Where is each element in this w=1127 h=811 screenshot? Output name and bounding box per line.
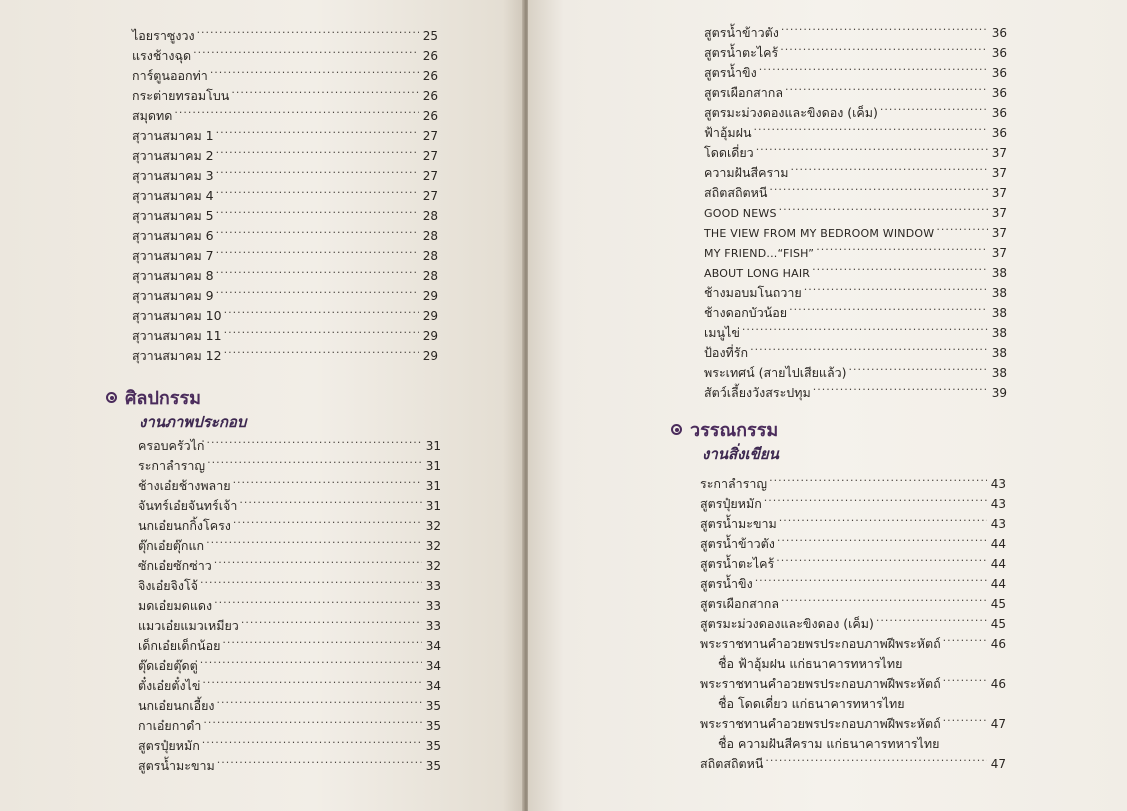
dot-leader bbox=[214, 550, 422, 570]
toc-entry-page: 37 bbox=[991, 166, 1007, 180]
toc-entry-page: 28 bbox=[422, 249, 438, 263]
toc-entry-title: สูตรปุ๋ยหมัก bbox=[138, 738, 200, 753]
dot-leader bbox=[764, 488, 987, 508]
dot-leader bbox=[790, 157, 987, 177]
toc-entry-page: 36 bbox=[991, 106, 1007, 120]
toc-entry-page: 38 bbox=[991, 326, 1007, 340]
toc-entry-title: เมนูไข่ bbox=[704, 325, 740, 340]
dot-leader bbox=[200, 650, 422, 670]
dot-leader bbox=[239, 490, 421, 510]
dot-leader bbox=[781, 17, 988, 37]
toc-entry-title: ความฝันสีคราม bbox=[704, 165, 789, 180]
dot-leader bbox=[804, 277, 988, 297]
toc-entry-title: ชื่อ โดดเดี่ยว แก่ธนาคารทหารไทย bbox=[718, 696, 905, 711]
toc-entry bbox=[132, 100, 438, 123]
toc-entry-page: 35 bbox=[425, 719, 441, 733]
dot-leader bbox=[193, 40, 419, 60]
toc-entry-title: ระกาลำราญ bbox=[700, 476, 768, 491]
toc-entry-page: 27 bbox=[422, 149, 438, 163]
toc-entry-title: สุวานสมาคม 10 bbox=[132, 308, 222, 323]
toc-entry-page: 28 bbox=[422, 269, 438, 283]
toc-entry-page: 38 bbox=[991, 286, 1007, 300]
toc-entry-page: 36 bbox=[991, 46, 1007, 60]
toc-entry-title: สุวานสมาคม 7 bbox=[132, 248, 214, 263]
toc-entry-page: 26 bbox=[422, 49, 438, 63]
toc-entry-title: MY FRIEND...“FISH” bbox=[704, 247, 815, 260]
toc-entry-title: สูตรมะม่วงดองและขิงดอง (เค็ม) bbox=[700, 616, 874, 631]
toc-entry-page: 36 bbox=[991, 86, 1007, 100]
dot-leader bbox=[765, 748, 986, 768]
dot-leader bbox=[216, 260, 419, 280]
toc-entry-page: 33 bbox=[425, 599, 441, 613]
toc-entry-title: สมุดทด bbox=[132, 108, 173, 123]
toc-entry-title: จิงเอ๋ยจิงโจ้ bbox=[138, 578, 198, 593]
dot-leader bbox=[781, 588, 987, 608]
dot-leader bbox=[216, 280, 419, 300]
dot-leader bbox=[241, 610, 422, 630]
toc-entry-title: ครอบครัวไก่ bbox=[138, 438, 205, 453]
toc-entry-page: 33 bbox=[425, 579, 441, 593]
dot-leader bbox=[203, 710, 421, 730]
dot-leader bbox=[224, 300, 419, 320]
toc-entry-title: พระราชทานคำอวยพรประกอบภาพฝีพระหัตถ์ bbox=[700, 636, 941, 651]
toc-entry-page: 36 bbox=[991, 26, 1007, 40]
toc-entry-title: สูตรปุ๋ยหมัก bbox=[700, 496, 762, 511]
dot-leader bbox=[216, 140, 419, 160]
toc-entry bbox=[132, 120, 438, 143]
dot-leader bbox=[216, 160, 419, 180]
toc-entry-page: 46 bbox=[990, 637, 1006, 651]
dot-leader bbox=[216, 220, 419, 240]
toc-entry-page: 38 bbox=[991, 306, 1007, 320]
dot-leader bbox=[214, 590, 422, 610]
dot-leader bbox=[216, 120, 419, 140]
dot-leader bbox=[222, 630, 421, 650]
toc-entry bbox=[132, 20, 438, 43]
toc-entry-title: ซักเอ๋ยซักซ่าว bbox=[138, 558, 212, 573]
toc-entry-page: 28 bbox=[422, 209, 438, 223]
dot-leader bbox=[233, 510, 422, 530]
toc-entry-page: 32 bbox=[425, 539, 441, 553]
toc-entry-title: สูตรเผือกสากล bbox=[700, 596, 780, 611]
toc-entry-title: ตุ๊กเอ๋ยตุ๊กแก bbox=[138, 538, 205, 553]
dot-leader bbox=[200, 570, 422, 590]
dot-leader bbox=[776, 548, 987, 568]
toc-entry-title: ชื่อ ความฝันสีคราม แก่ธนาคารทหารไทย bbox=[718, 736, 940, 751]
dot-leader bbox=[785, 77, 988, 97]
toc-entry-page: 34 bbox=[425, 679, 441, 693]
dot-leader bbox=[742, 317, 988, 337]
toc-entry-title: สูตรน้ำตะไคร้ bbox=[704, 45, 779, 60]
toc-entry-title: สถิตสถิตหนี bbox=[704, 185, 768, 200]
toc-entry-page: 37 bbox=[991, 226, 1007, 240]
toc-entry-page: 38 bbox=[991, 366, 1007, 380]
left-toc-list-bottom bbox=[138, 430, 441, 773]
toc-entry-page: 45 bbox=[990, 617, 1006, 631]
dot-leader bbox=[780, 37, 988, 57]
dot-leader bbox=[816, 237, 988, 257]
toc-entry-title: สุวานสมาคม 5 bbox=[132, 208, 214, 223]
toc-entry-page: 37 bbox=[991, 206, 1007, 220]
toc-entry-title: พระราชทานคำอวยพรประกอบภาพฝีพระหัตถ์ bbox=[700, 676, 941, 691]
toc-entry-page: 36 bbox=[991, 66, 1007, 80]
toc-entry-title: สุวานสมาคม 1 bbox=[132, 128, 214, 143]
toc-entry-page: 26 bbox=[422, 89, 438, 103]
toc-entry-title: พระราชทานคำอวยพรประกอบภาพฝีพระหัตถ์ bbox=[700, 716, 941, 731]
toc-entry-title: ตั๋งเอ๋ยตั๋งไข่ bbox=[138, 678, 201, 693]
toc-entry-title: การ์ตูนออกท่า bbox=[132, 68, 208, 83]
toc-entry-page: 45 bbox=[990, 597, 1006, 611]
right-page bbox=[528, 0, 1127, 811]
toc-entry-page: 32 bbox=[425, 519, 441, 533]
toc-entry-page: 31 bbox=[425, 439, 441, 453]
toc-entry-page: 27 bbox=[422, 169, 438, 183]
dot-leader bbox=[759, 57, 988, 77]
left-page bbox=[0, 0, 524, 811]
toc-entry-title: แมวเอ๋ยแมวเหมียว bbox=[138, 618, 239, 633]
toc-entry-title: นกเอ๋ยนกกิ้งโครง bbox=[138, 518, 231, 533]
toc-entry-page: 32 bbox=[425, 559, 441, 573]
dot-leader bbox=[216, 180, 419, 200]
dot-leader bbox=[197, 20, 419, 40]
dot-leader bbox=[217, 750, 422, 770]
toc-entry-title: ช้างมอบมโนถวาย bbox=[704, 285, 802, 300]
toc-entry-title: สูตรน้ำมะขาม bbox=[138, 758, 215, 773]
right-toc-list-bottom bbox=[700, 468, 1006, 771]
dot-leader bbox=[224, 320, 419, 340]
dot-leader bbox=[216, 200, 419, 220]
toc-entry-title: ตุ๊ดเอ๋ยตุ๊ดตู่ bbox=[138, 658, 198, 673]
section-title: วรรณกรรม bbox=[690, 420, 779, 441]
toc-entry-page: 28 bbox=[422, 229, 438, 243]
right-toc-list-top bbox=[704, 17, 1007, 400]
toc-entry-page: 37 bbox=[991, 146, 1007, 160]
toc-entry bbox=[704, 17, 1007, 40]
dot-leader bbox=[750, 337, 988, 357]
section-heading-art bbox=[106, 383, 201, 412]
toc-entry-page: 43 bbox=[990, 497, 1006, 511]
toc-entry-title: สูตรน้ำขิง bbox=[704, 65, 757, 80]
toc-entry-page: 33 bbox=[425, 619, 441, 633]
dot-leader bbox=[943, 708, 987, 728]
toc-entry-title: ไอยราซูงวง bbox=[132, 28, 195, 43]
dot-leader bbox=[206, 430, 421, 450]
toc-entry-page: 29 bbox=[422, 309, 438, 323]
toc-entry-title: ฟ้าอุ้มฝน bbox=[704, 125, 752, 140]
toc-entry-title: สูตรน้ำตะไคร้ bbox=[700, 556, 775, 571]
toc-entry-title: สุวานสมาคม 12 bbox=[132, 348, 222, 363]
dot-leader bbox=[943, 668, 987, 688]
toc-entry-page: 34 bbox=[425, 639, 441, 653]
toc-entry-title: พระเทศน์ (สายไปเสียแล้ว) bbox=[704, 365, 847, 380]
toc-entry-title: สูตรเผือกสากล bbox=[704, 85, 784, 100]
toc-entry-title: สูตรน้ำข้าวตัง bbox=[700, 536, 775, 551]
toc-entry-title: สุวานสมาคม 2 bbox=[132, 148, 214, 163]
left-toc-list-top bbox=[132, 20, 438, 363]
dot-leader bbox=[769, 177, 987, 197]
toc-entry-page: 37 bbox=[991, 246, 1007, 260]
toc-entry-page: 37 bbox=[991, 186, 1007, 200]
toc-entry-page: 27 bbox=[422, 129, 438, 143]
toc-entry-title: สูตรน้ำข้าวตัง bbox=[704, 25, 779, 40]
toc-entry-page: 35 bbox=[425, 739, 441, 753]
toc-entry-page: 29 bbox=[422, 329, 438, 343]
toc-entry-page: 29 bbox=[422, 349, 438, 363]
toc-entry-title: THE VIEW FROM MY BEDROOM WINDOW bbox=[704, 227, 935, 240]
toc-entry-page: 43 bbox=[990, 477, 1006, 491]
toc-entry-title: สูตรน้ำขิง bbox=[700, 576, 753, 591]
dot-leader bbox=[904, 648, 1002, 668]
dot-leader bbox=[849, 357, 988, 377]
toc-entry-title: กระต่ายทรอมโบน bbox=[132, 88, 230, 103]
dot-leader bbox=[769, 468, 987, 488]
dot-leader bbox=[777, 528, 987, 548]
toc-entry-page: 44 bbox=[990, 557, 1006, 571]
toc-entry-title: นกเอ๋ยนกเอี้ยง bbox=[138, 698, 215, 713]
dot-leader bbox=[813, 377, 988, 397]
dot-leader bbox=[943, 628, 987, 648]
toc-entry-page: 26 bbox=[422, 109, 438, 123]
toc-entry-title: ระกาลำราญ bbox=[138, 458, 206, 473]
toc-entry-title: ชื่อ ฟ้าอุ้มฝน แก่ธนาคารทหารไทย bbox=[718, 656, 903, 671]
toc-entry-title: ช้างเอ๋ยช้างพลาย bbox=[138, 478, 231, 493]
dot-leader bbox=[216, 240, 419, 260]
toc-entry-title: เด็กเอ๋ยเด็กน้อย bbox=[138, 638, 221, 653]
toc-entry-title: กาเอ๋ยกาดำ bbox=[138, 718, 202, 733]
toc-entry-title: โดดเดี่ยว bbox=[704, 145, 754, 160]
toc-entry-title: สุวานสมาคม 11 bbox=[132, 328, 222, 343]
toc-entry-page: 26 bbox=[422, 69, 438, 83]
toc-entry-page: 29 bbox=[422, 289, 438, 303]
section-title: ศิลปกรรม bbox=[125, 388, 201, 409]
toc-entry-title: สัตว์เลี้ยงวังสระปทุม bbox=[704, 385, 811, 400]
toc-entry-page: 43 bbox=[990, 517, 1006, 531]
toc-entry-page: 39 bbox=[991, 386, 1007, 400]
toc-entry bbox=[704, 317, 1007, 340]
dot-leader bbox=[202, 670, 421, 690]
toc-entry-page: 35 bbox=[425, 759, 441, 773]
toc-entry-page: 44 bbox=[990, 537, 1006, 551]
subsection-title: งานภาพประกอบ bbox=[139, 413, 247, 431]
bullet-icon bbox=[106, 392, 117, 403]
toc-entry-title: GOOD NEWS bbox=[704, 207, 777, 220]
dot-leader bbox=[754, 117, 988, 137]
dot-leader bbox=[231, 80, 418, 100]
toc-entry-title: จันทร์เอ๋ยจันทร์เจ้า bbox=[138, 498, 238, 513]
toc-entry-title: สุวานสมาคม 8 bbox=[132, 268, 214, 283]
dot-leader bbox=[779, 197, 988, 217]
toc-entry-title: สถิตสถิตหนี bbox=[700, 756, 764, 771]
toc-entry-title: สูตรน้ำมะขาม bbox=[700, 516, 777, 531]
toc-entry-title: มดเอ๋ยมดแดง bbox=[138, 598, 213, 613]
dot-leader bbox=[224, 340, 419, 360]
dot-leader bbox=[876, 608, 987, 628]
toc-entry-page: 31 bbox=[425, 459, 441, 473]
toc-entry-title: สูตรมะม่วงดองและขิงดอง (เค็ม) bbox=[704, 105, 878, 120]
toc-entry-page: 34 bbox=[425, 659, 441, 673]
dot-leader bbox=[207, 450, 422, 470]
dot-leader bbox=[880, 97, 988, 117]
toc-entry-page: 46 bbox=[990, 677, 1006, 691]
dot-leader bbox=[755, 568, 987, 588]
section-heading-literature bbox=[671, 415, 778, 444]
toc-entry-page: 38 bbox=[991, 346, 1007, 360]
toc-entry-page: 25 bbox=[422, 29, 438, 43]
toc-entry-page: 38 bbox=[991, 266, 1007, 280]
dot-leader bbox=[174, 100, 418, 120]
dot-leader bbox=[756, 137, 988, 157]
toc-entry-page: 47 bbox=[990, 717, 1006, 731]
dot-leader bbox=[202, 730, 422, 750]
subsection-title: งานสิ่งเขียน bbox=[702, 445, 779, 463]
toc-entry bbox=[138, 430, 441, 453]
dot-leader bbox=[217, 690, 422, 710]
toc-entry bbox=[704, 337, 1007, 360]
toc-entry-title: ABOUT LONG HAIR bbox=[704, 267, 811, 280]
toc-entry-page: 35 bbox=[425, 699, 441, 713]
toc-entry-page: 27 bbox=[422, 189, 438, 203]
dot-leader bbox=[233, 470, 422, 490]
dot-leader bbox=[789, 297, 988, 317]
toc-entry-title: สุวานสมาคม 3 bbox=[132, 168, 214, 183]
toc-entry-title: สุวานสมาคม 6 bbox=[132, 228, 214, 243]
dot-leader bbox=[779, 508, 987, 528]
toc-entry-page: 36 bbox=[991, 126, 1007, 140]
dot-leader bbox=[936, 217, 987, 237]
toc-entry-title: สุวานสมาคม 9 bbox=[132, 288, 214, 303]
toc-entry-title: แรงช้างฉุด bbox=[132, 48, 192, 63]
dot-leader bbox=[210, 60, 419, 80]
dot-leader bbox=[907, 688, 1002, 708]
dot-leader bbox=[206, 530, 422, 550]
dot-leader bbox=[812, 257, 988, 277]
toc-entry-page: 31 bbox=[425, 479, 441, 493]
dot-leader bbox=[941, 728, 1002, 748]
toc-entry-page: 47 bbox=[990, 757, 1006, 771]
toc-entry-page: 31 bbox=[425, 499, 441, 513]
bullet-icon bbox=[671, 424, 682, 435]
toc-entry-title: ป้องที่รัก bbox=[704, 345, 749, 360]
toc-entry-page: 44 bbox=[990, 577, 1006, 591]
toc-entry bbox=[700, 468, 1006, 491]
toc-entry-title: สุวานสมาคม 4 bbox=[132, 188, 214, 203]
toc-entry-title: ช้างดอกบัวน้อย bbox=[704, 305, 788, 320]
